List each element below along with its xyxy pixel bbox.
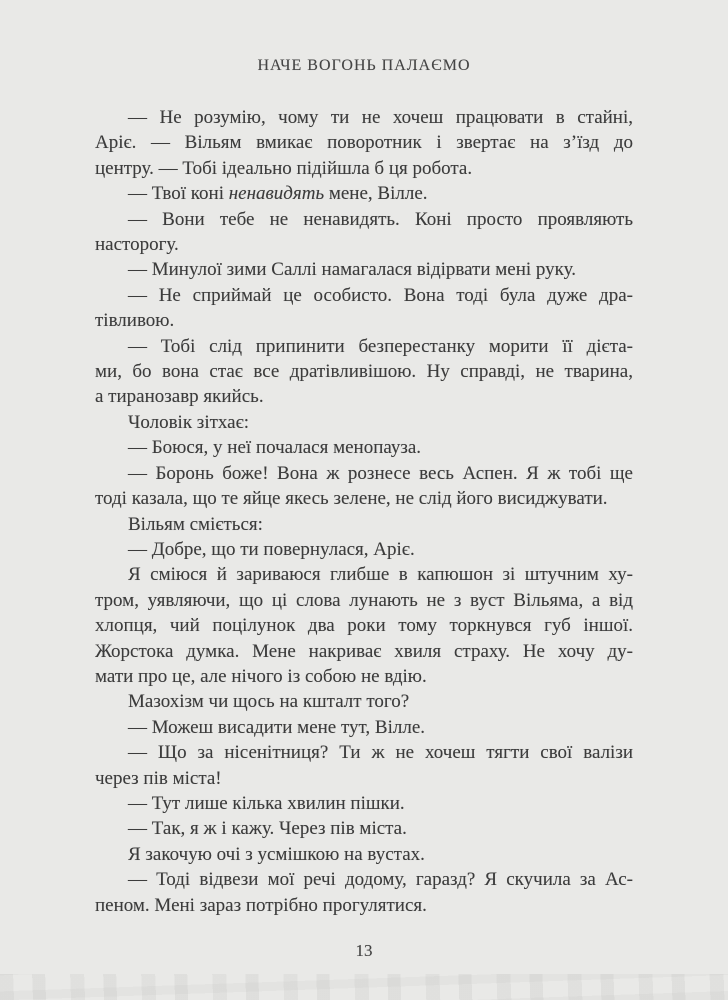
text-line: Я сміюся й зариваюся глибше в капюшон зі штучним ху-	[128, 564, 633, 586]
text-line: Мазохізм чи щось на кшталт того?	[128, 691, 410, 713]
text-line: Чоловік зітхає:	[128, 411, 250, 433]
text-line: центру. — Тобі ідеально підійшла б ця робота.	[95, 157, 473, 179]
text-line: Вільям сміється:	[128, 513, 263, 535]
text-line: — Твої коні ненавидять мене, Вілле.	[128, 183, 428, 205]
text-line: — Тобі слід припинити безперестанку морити її дієта-	[128, 335, 633, 357]
page-number: 13	[355, 941, 373, 960]
text-line: через пів міста!	[95, 767, 222, 789]
text-line: — Тоді відвези мої речі додому, гаразд? Я скучила за Ас-	[128, 869, 633, 891]
page-header-title: НАЧЕ ВОГОНЬ ПАЛАЄМО	[257, 57, 471, 74]
text-line: — Добре, що ти повернулася, Аріє.	[128, 538, 415, 560]
text-line: тоді казала, що те яйце якесь зелене, не слід його висиджувати.	[95, 488, 608, 510]
text-line: — Не розумію, чому ти не хочеш працювати в стайні,	[128, 107, 633, 128]
text-line: насторогу.	[95, 234, 179, 256]
text-line: тівливою.	[95, 310, 175, 332]
text-line: — Не сприймай це особисто. Вона тоді була дуже дра-	[128, 284, 633, 306]
text-line: пеном. Мені зараз потрібно прогулятися.	[95, 894, 427, 916]
text-line: — Можеш висадити мене тут, Вілле.	[128, 716, 426, 738]
text-line: хлопця, чий поцілунок два роки тому торкнувся губ іншої.	[95, 615, 633, 637]
text-line: — Що за нісенітниця? Ти ж не хочеш тягти свої валізи	[128, 742, 633, 764]
text-line: — Боронь боже! Вона ж рознесе весь Аспен. Я ж тобі ще	[128, 462, 633, 484]
text-line: Жорстока думка. Мене накриває хвиля страху. Не хочу ду-	[95, 640, 633, 662]
text-line: — Минулої зими Саллі намагалася відірвати мені руку.	[128, 259, 576, 281]
text-line: тром, уявляючи, що ці слова лунають не з вуст Вільяма, а від	[95, 589, 633, 611]
text-line: Аріє. — Вільям вмикає поворотник і звертає на з’їзд до	[95, 132, 633, 154]
text-line: Я закочую очі з усмішкою на вустах.	[128, 843, 425, 865]
text-line: ми, бо вона стає все дратівливішою. Ну справді, не тварина,	[95, 361, 633, 383]
text-line: — Вони тебе не ненавидять. Коні просто проявляють	[128, 208, 633, 230]
text-line: — Тут лише кілька хвилин пішки.	[128, 792, 405, 814]
text-line: мати про це, але нічого із собою не вдію.	[95, 665, 427, 687]
page-body	[95, 105, 633, 918]
text-line: а тиранозавр якийсь.	[95, 386, 264, 408]
text-line: — Боюся, у неї почалася менопауза.	[128, 437, 422, 459]
text-line: — Так, я ж і кажу. Через пів міста.	[128, 818, 407, 840]
